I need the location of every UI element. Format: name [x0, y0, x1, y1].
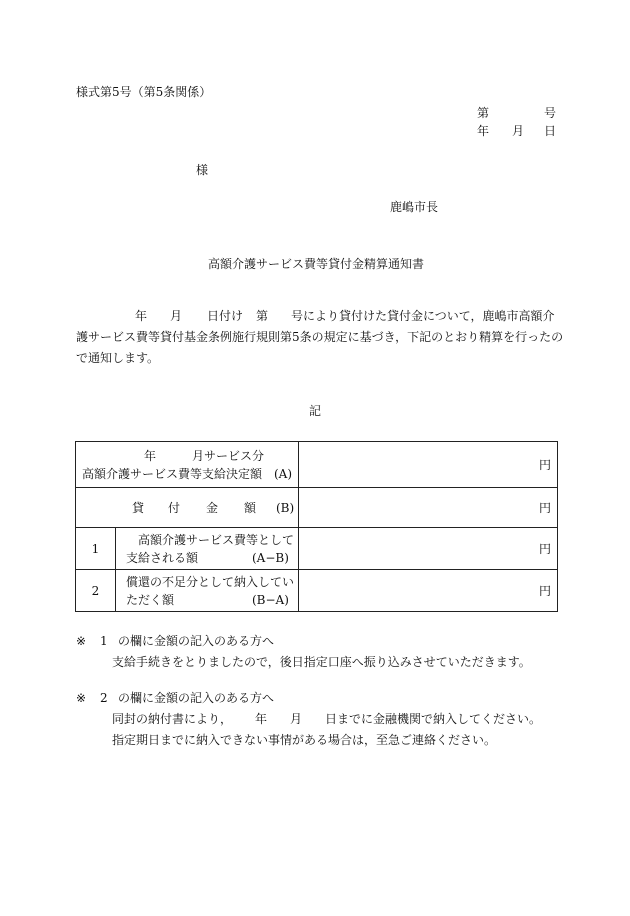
row-b-c2: 付 [168, 500, 181, 515]
row-1-number: 1 [76, 528, 116, 570]
body-dai: 第 [256, 309, 269, 323]
row-1-label [116, 528, 299, 570]
row-2-label [116, 570, 299, 612]
row-1-formula: (A−B) [252, 550, 289, 565]
row-b-tag: (B) [276, 500, 295, 515]
ki-heading: 記 [309, 404, 322, 418]
note-2-heading: の欄に金額の記入のある方へ [118, 691, 275, 705]
form-number: 様式第5号（第5条関係） [76, 85, 212, 99]
row-2-line1: 償還の不足分として納入してい [126, 574, 295, 589]
addressee-sama: 様 [196, 163, 209, 177]
note-2-number: 2 [100, 691, 108, 705]
row-2-yen: 円 [538, 584, 551, 598]
doc-number-go: 号 [544, 106, 557, 120]
note-1-line: 支給手続きをとりましたので，後日指定口座へ振り込みさせていただきます。 [112, 655, 531, 669]
note-2-line2: 指定期日までに納入できない事情がある場合は，至急ご連絡ください。 [112, 733, 497, 747]
body-line3: で通知します。 [76, 351, 160, 365]
note-2-line1-rest: 日までに金融機関で納入してください。 [325, 712, 542, 726]
row-a-label [76, 442, 299, 488]
body-line2: 護サービス費等貸付基金条例施行規則第5条の規定に基づき，下記のとおり精算を行ったの [76, 330, 564, 344]
doc-date-year: 年 [477, 124, 490, 138]
note-2-year: 年 [255, 712, 268, 726]
row-a-amount [299, 442, 558, 488]
row-1-line1: 高額介護サービス費等として [138, 532, 295, 547]
note-2-mark: ※ [76, 691, 87, 705]
doc-number-dai: 第 [477, 106, 490, 120]
note-2-month: 月 [290, 712, 303, 726]
row-b-amount [299, 488, 558, 528]
note-1-mark: ※ [76, 634, 87, 648]
table-row-b [76, 488, 558, 528]
note-1-number: 1 [100, 634, 108, 648]
row-a-month-service: 月サービス分 [192, 448, 265, 463]
row-b-c1: 貸 [132, 500, 145, 515]
row-a-line2: 高額介護サービス費等支給決定額 (A) [81, 466, 293, 481]
row-2-amount [299, 570, 558, 612]
row-a-yen: 円 [538, 458, 551, 472]
body-year: 年 [135, 309, 148, 323]
row-b-label [76, 488, 299, 528]
row-1-yen: 円 [538, 542, 551, 556]
document-title: 高額介護サービス費等貸付金精算通知書 [208, 257, 425, 271]
sender: 鹿嶋市長 [390, 200, 439, 214]
row-b-c4: 額 [244, 500, 257, 515]
row-1-amount [299, 528, 558, 570]
row-2-number: 2 [76, 570, 116, 612]
body-paragraph [76, 306, 564, 369]
body-month: 月 [170, 309, 183, 323]
note-1-heading: の欄に金額の記入のある方へ [118, 634, 275, 648]
table-row-a [76, 442, 558, 488]
table-row-2 [76, 570, 558, 612]
body-date-suffix: 日付け [207, 309, 244, 323]
row-a-year: 年 [144, 448, 157, 463]
note-2-line1-a: 同封の納付書により， [112, 712, 233, 726]
row-1-line2: 支給される額 [126, 550, 199, 565]
doc-date-month: 月 [512, 124, 525, 138]
doc-date-day: 日 [544, 124, 557, 138]
row-2-line2: ただく額 [126, 592, 175, 607]
settlement-table [75, 441, 558, 612]
body-line1-rest: 号により貸付けた貸付金について，鹿嶋市高額介 [291, 309, 555, 323]
row-b-yen: 円 [538, 501, 551, 515]
table-row-1 [76, 528, 558, 570]
row-2-formula: (B−A) [252, 592, 289, 607]
row-b-c3: 金 [206, 500, 219, 515]
